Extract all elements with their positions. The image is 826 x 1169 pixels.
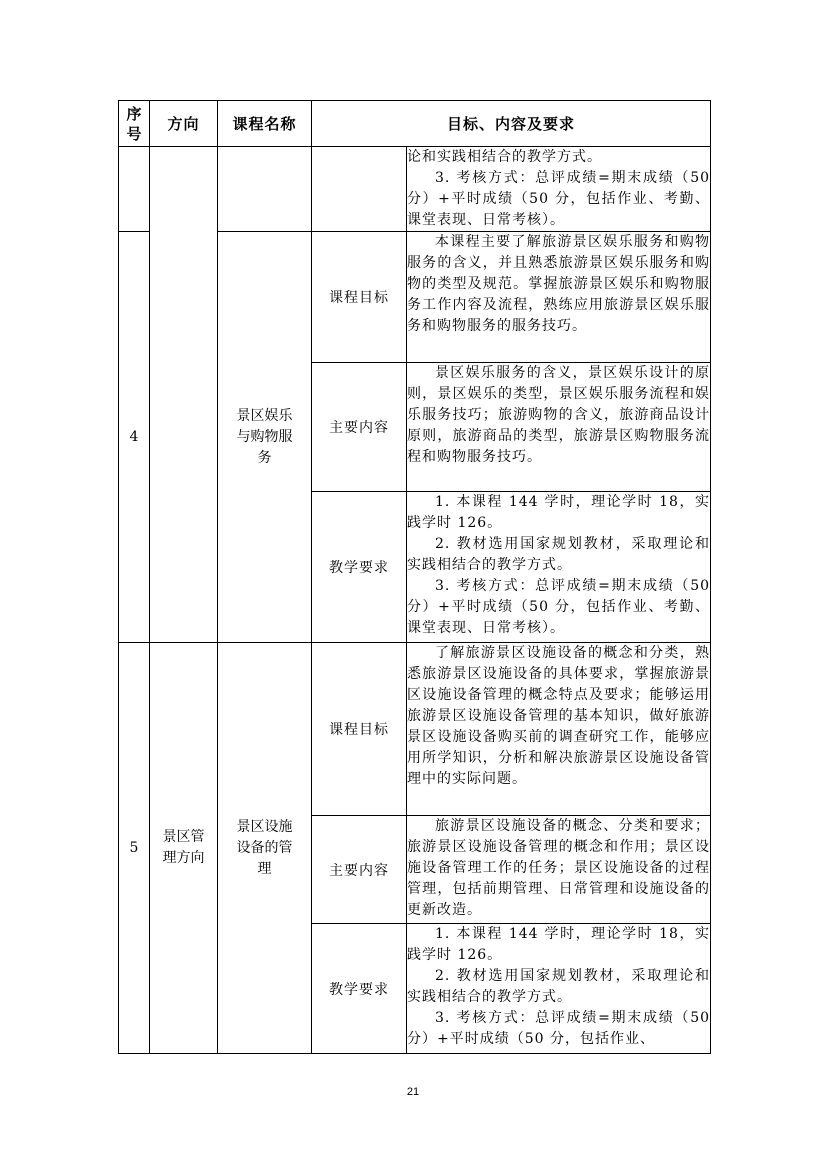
row4-seq: 4 bbox=[119, 232, 150, 643]
row5-req-line-2: 2. 教材选用国家规划教材，采取理论和实践相结合的教学方式。 bbox=[407, 968, 711, 1005]
row4-course-name: 景区娱乐与购物服务 bbox=[218, 232, 312, 643]
header-direction: 方向 bbox=[150, 101, 218, 147]
row4-req-text bbox=[407, 492, 711, 643]
cont-seq-cell bbox=[119, 147, 150, 232]
row4-req-line-3: 3. 考核方式：总评成绩=期末成绩（50 分）+平时成绩（50 分，包括作业、考勤、课堂表现、日常考核）。 bbox=[407, 578, 711, 636]
curriculum-table bbox=[118, 100, 711, 1054]
header-objectives: 目标、内容及要求 bbox=[312, 101, 711, 147]
cont-label-cell bbox=[312, 147, 407, 232]
row4-content-paragraph: 景区娱乐服务的含义，景区娱乐设计的原则，景区娱乐的类型，景区娱乐服务流程和娱乐服务技巧；旅游购物的含义，旅游商品设计原则，旅游商品的类型，旅游景区购物服务流程和购物服务技巧。 bbox=[407, 365, 711, 465]
row4-content-label: 主要内容 bbox=[312, 363, 407, 492]
cont-content-cell bbox=[407, 147, 711, 232]
cont-line-1: 论和实践相结合的教学方式。 bbox=[407, 149, 602, 165]
row5-objective-text bbox=[407, 643, 711, 816]
header-row bbox=[119, 101, 711, 147]
row5-req-line-3: 3. 考核方式：总评成绩=期末成绩（50 分）+平时成绩（50 分，包括作业、 bbox=[407, 1010, 711, 1047]
row5-req-line-1: 1. 本课程 144 学时，理论学时 18，实践学时 126。 bbox=[407, 926, 711, 963]
row4-content-text bbox=[407, 363, 711, 492]
row5-req-text bbox=[407, 924, 711, 1054]
row4-objective-label: 课程目标 bbox=[312, 232, 407, 363]
row4-objective-paragraph: 本课程主要了解旅游景区娱乐服务和购物服务的含义，并且熟悉旅游景区娱乐服务和购物的类型及规范。掌握旅游景区娱乐和购物服务工作内容及流程，熟练应用旅游景区娱乐服务和购物服务的服务技巧。 bbox=[407, 234, 711, 334]
row5-objective-label: 课程目标 bbox=[312, 643, 407, 816]
row5-req-label: 教学要求 bbox=[312, 924, 407, 1054]
row4-req-line-2: 2. 教材选用国家规划教材，采取理论和实践相结合的教学方式。 bbox=[407, 536, 711, 573]
cont-line-2: 3. 考核方式：总评成绩=期末成绩（50 分）+平时成绩（50 分，包括作业、考勤、课堂表现、日常考核）。 bbox=[407, 170, 711, 228]
row4-direction-cell bbox=[150, 147, 218, 643]
row5-content-label: 主要内容 bbox=[312, 816, 407, 924]
cont-name-cell bbox=[218, 147, 312, 232]
continuation-row bbox=[119, 147, 711, 232]
row4-req-label: 教学要求 bbox=[312, 492, 407, 643]
row5-content-text bbox=[407, 816, 711, 924]
header-seq: 序 号 bbox=[119, 101, 150, 147]
row5-objective-row bbox=[119, 643, 711, 816]
row5-objective-paragraph: 了解旅游景区设施设备的概念和分类，熟悉旅游景区设施设备的具体要求，掌握旅游景区设施设备管理的概念特点及要求；能够运用旅游景区设施设备管理的基本知识，做好旅游景区设施设备购买前的调查研究工作，能够应用所学知识，分析和解决旅游景区设施设备管理中的实际问题。 bbox=[407, 645, 711, 787]
row4-req-line-1: 1. 本课程 144 学时，理论学时 18，实践学时 126。 bbox=[407, 494, 711, 531]
row5-content-paragraph: 旅游景区设施设备的概念、分类和要求；旅游景区设施设备管理的概念和作用；景区设施设备管理工作的任务；景区设施设备的过程管理，包括前期管理、日常管理和设施设备的更新改造。 bbox=[407, 818, 711, 918]
row5-direction: 景区管理方向 bbox=[150, 643, 218, 1054]
header-course-name: 课程名称 bbox=[218, 101, 312, 147]
row5-course-name: 景区设施设备的管理 bbox=[218, 643, 312, 1054]
page-number: 21 bbox=[406, 1086, 420, 1098]
row4-objective-text bbox=[407, 232, 711, 363]
row5-seq: 5 bbox=[119, 643, 150, 1054]
